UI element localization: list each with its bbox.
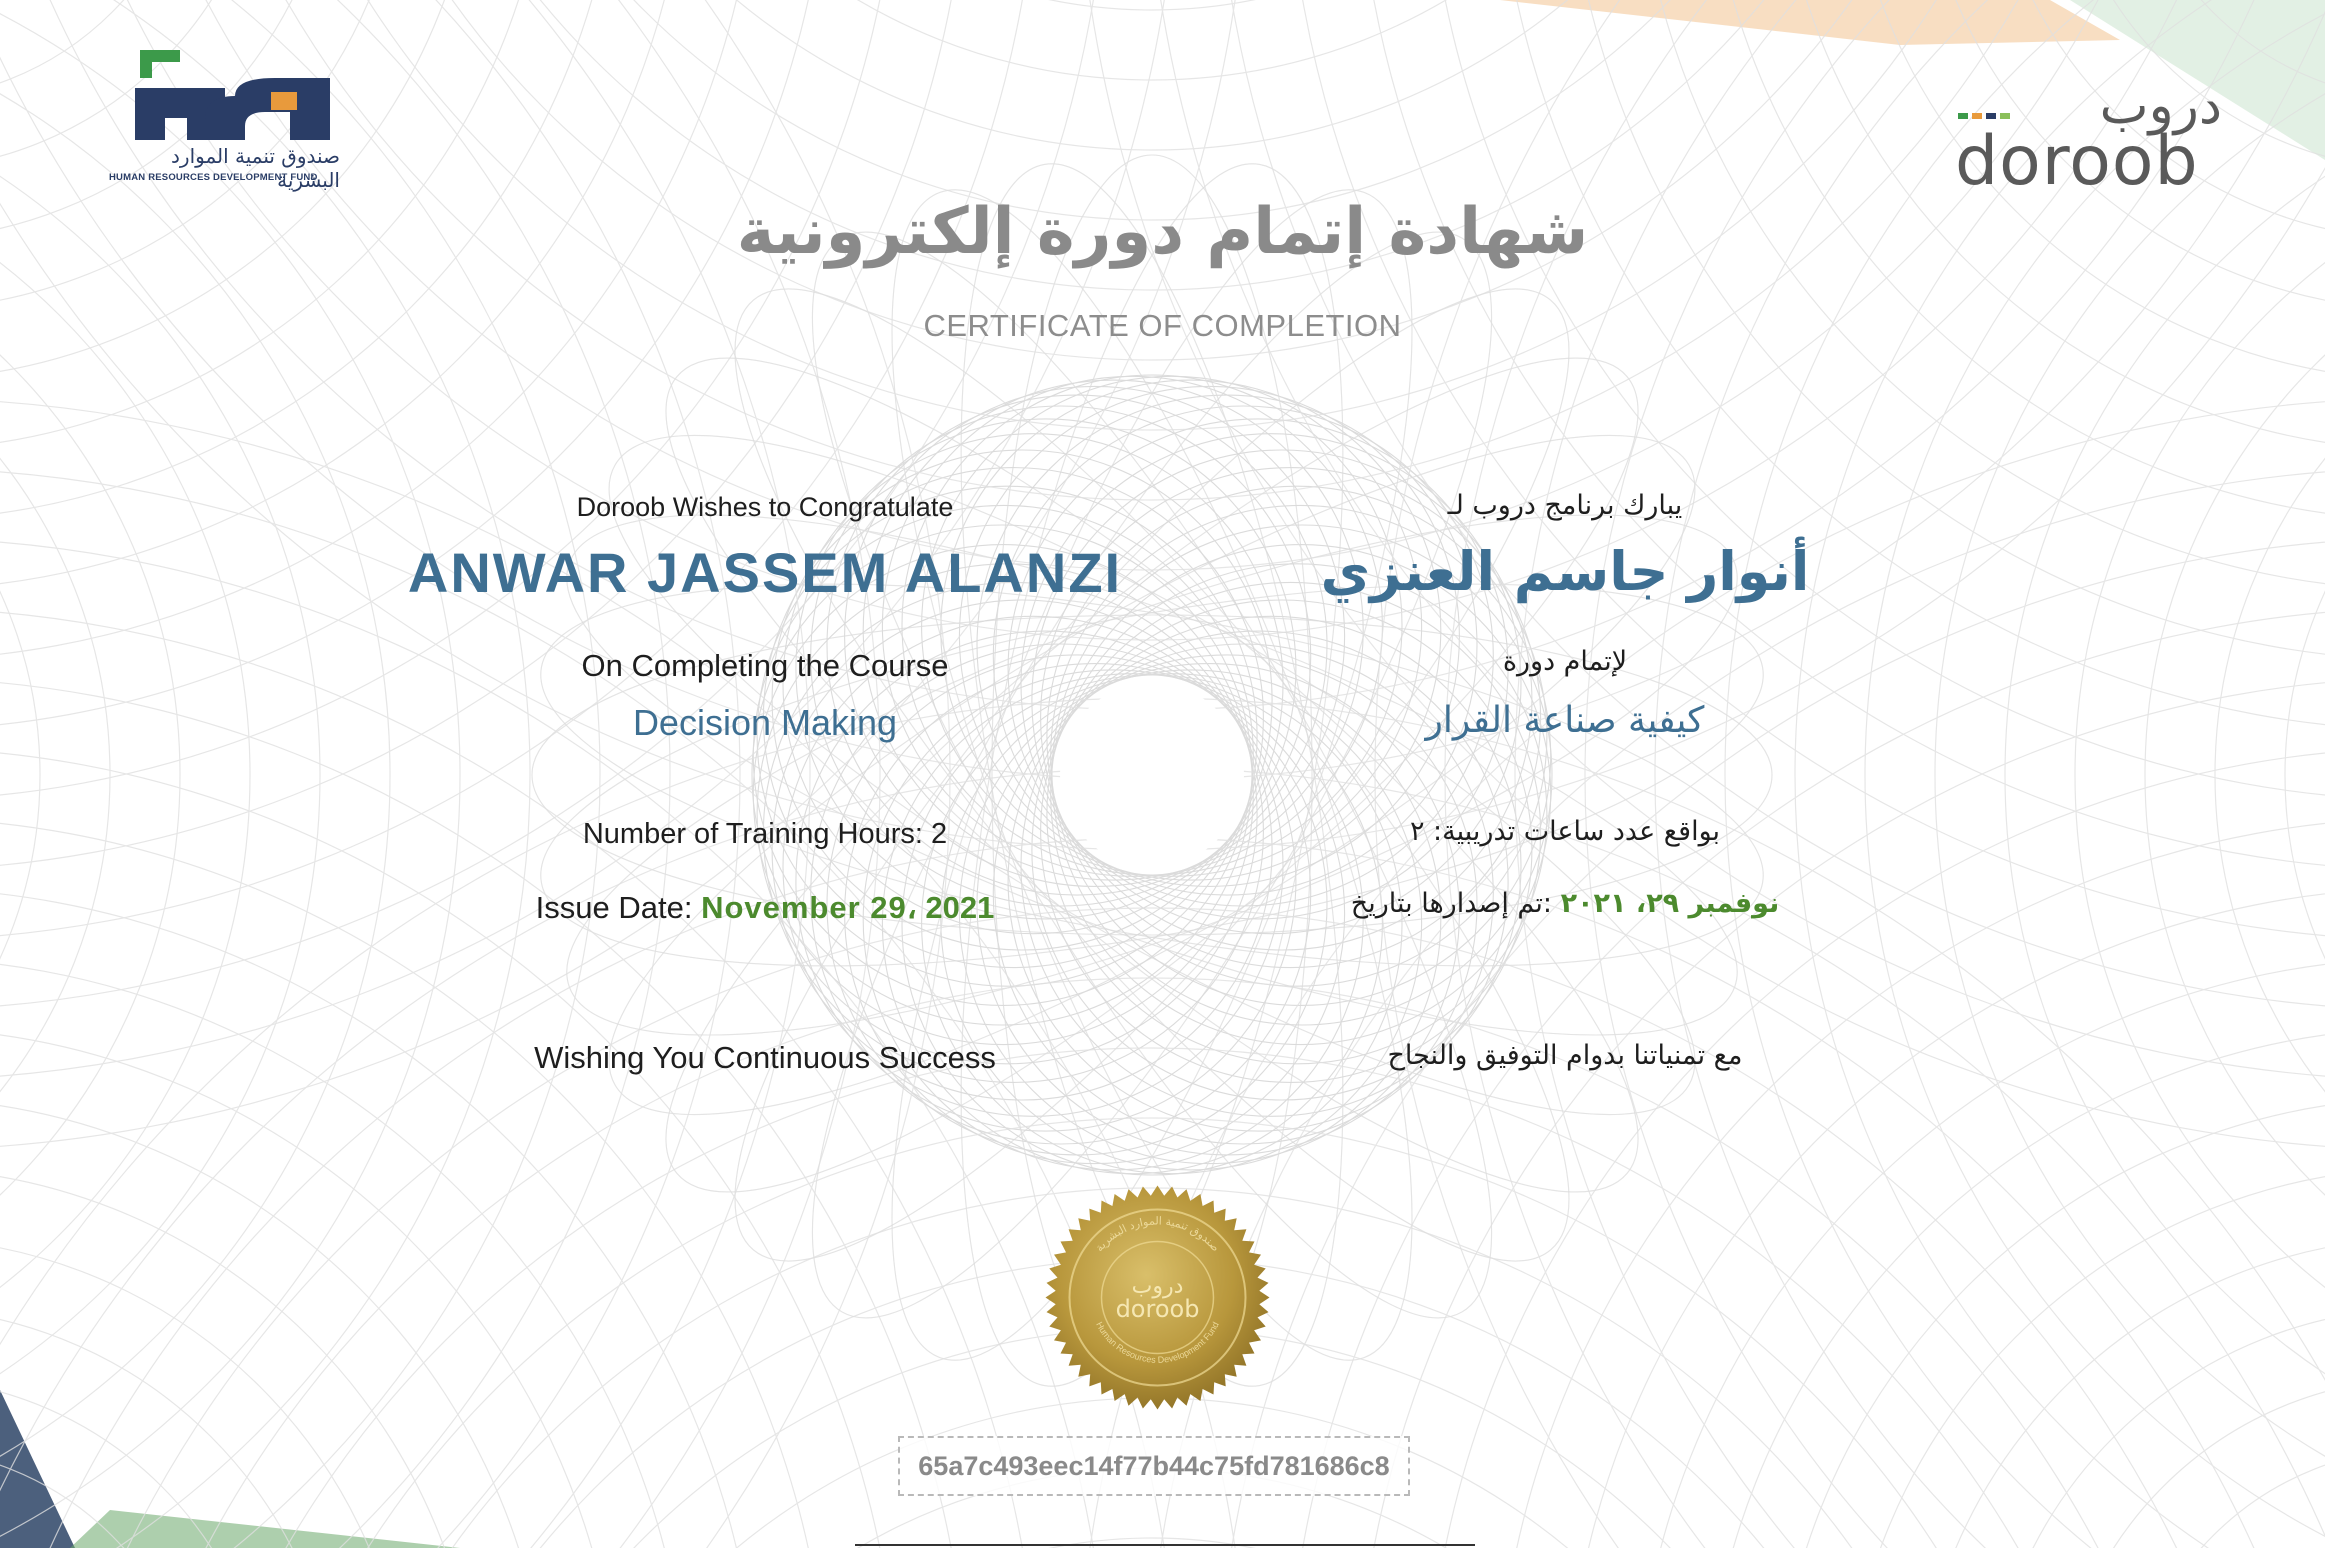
completing-text-en: On Completing the Course xyxy=(581,648,949,683)
seal-ring-text-en: Human Resources Development Fund xyxy=(1094,1320,1221,1365)
training-hours-ar: بواقع عدد ساعات تدريبية: ٢ xyxy=(1409,816,1721,847)
issue-date-row-ar xyxy=(1215,888,1915,919)
issue-date-value-en: November 29، 2021 xyxy=(701,890,995,925)
recipient-name-en: ANWAR JASSEM ALANZI xyxy=(407,541,1123,604)
verification-hash: 65a7c493eec14f77b44c75fd781686c8 xyxy=(898,1436,1410,1496)
hrdf-english-name: HUMAN RESOURCES DEVELOPMENT FUND xyxy=(109,172,318,183)
seal-ring-text-ar: صندوق تنمية الموارد البشرية xyxy=(1092,1214,1223,1255)
corner-orange-shape xyxy=(1500,0,2120,45)
hrdf-arabic-name: صندوق تنمية الموارد البشرية xyxy=(171,144,340,192)
course-name-en: Decision Making xyxy=(632,702,898,743)
certificate-title-arabic: شهادة إتمام دورة إلكترونية xyxy=(736,195,1589,269)
doroob-english-wordmark: doroob xyxy=(1955,122,2199,201)
hrdf-logo xyxy=(105,48,345,192)
issue-date-label-ar: :تم إصدارها بتاريخ xyxy=(1350,888,1552,919)
completing-text-ar: لإتمام دورة xyxy=(1502,646,1628,677)
issue-date-label-en: Issue Date: xyxy=(535,890,693,925)
corner-green-bottom xyxy=(70,1510,460,1548)
doroob-arabic-wordmark: دروب xyxy=(2099,76,2222,136)
recipient-name-ar: أنوار جاسم العنزي xyxy=(1320,540,1810,603)
training-hours-en: Number of Training Hours: 2 xyxy=(582,818,948,850)
doroob-logo xyxy=(1950,76,2230,201)
doroob-color-dashes xyxy=(1958,110,2018,122)
issue-date-value-ar: نوفمبر ٢٩، ٢٠٢١ xyxy=(1560,888,1780,919)
seal-center-ar: دروب xyxy=(1131,1274,1184,1299)
issue-date-row-en xyxy=(365,890,1165,926)
wishing-text-en: Wishing You Continuous Success xyxy=(534,1040,996,1075)
seal-center-en: doroob xyxy=(1115,1295,1200,1323)
certificate-title-english: CERTIFICATE OF COMPLETION xyxy=(923,308,1402,343)
wishing-text-ar: مع تمنياتنا بدوام التوفيق والنجاح xyxy=(1387,1040,1743,1071)
gold-seal xyxy=(1045,1185,1270,1410)
bottom-divider xyxy=(855,1544,1475,1546)
congratulate-text-ar: يبارك برنامج دروب لـ xyxy=(1447,490,1683,521)
congratulate-text-en: Doroob Wishes to Congratulate xyxy=(576,492,954,522)
course-name-ar: كيفية صناعة القرار xyxy=(1425,700,1705,741)
hrdf-logo-mark xyxy=(105,48,345,144)
